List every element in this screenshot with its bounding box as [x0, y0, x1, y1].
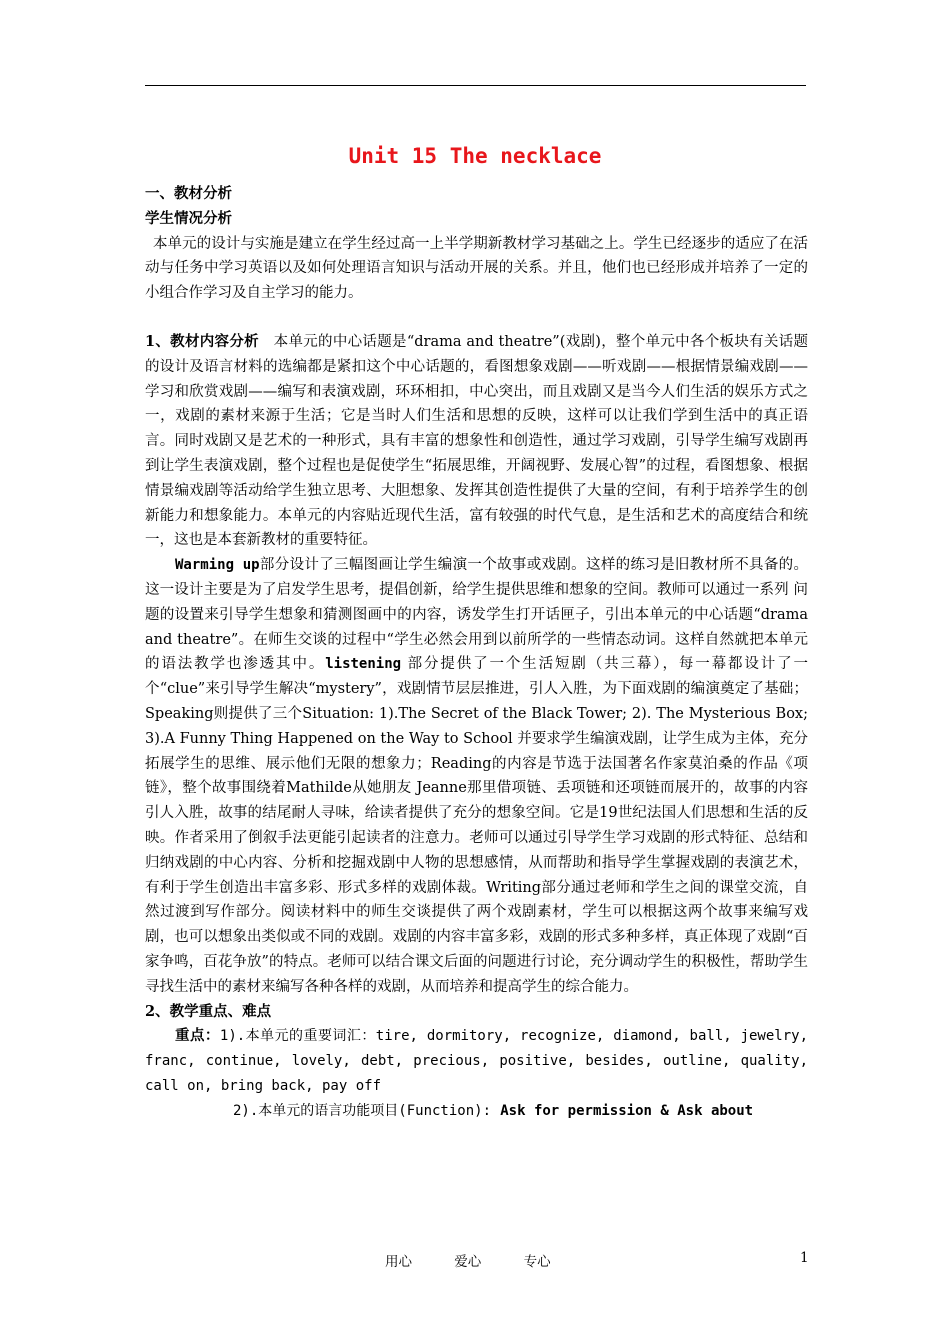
function-value: Ask for permission & Ask about	[500, 1102, 754, 1119]
key-vocabulary-text: 1).本单元的重要词汇：tire, dormitory, recognize, diamond, ball, jewelry, franc, continue, lovely, debt, precious, positive, besides, outline, quality, call on, bring back, pay off	[145, 1028, 808, 1094]
paragraph-key-vocabulary	[145, 1024, 808, 1098]
footer-word-1: 用心	[385, 1254, 412, 1270]
section-heading-key-points: 2、教学重点、难点	[145, 1002, 272, 1020]
page-number: 1	[800, 1250, 809, 1266]
paragraph-warming-up	[145, 553, 808, 999]
subheading-content-analysis: 1、教材内容分析	[145, 332, 259, 350]
key-points-label: 重点：	[175, 1027, 220, 1045]
paragraph-function	[145, 1099, 808, 1124]
footer-word-3: 专心	[523, 1254, 551, 1270]
subheading-student-analysis: 学生情况分析	[145, 209, 232, 227]
warming-up-text: 部分设计了三幅图画让学生编演一个故事或戏剧。这样的练习是旧教材所不具备的。这一设计主要是为了启发学生思考，提倡创新，给学生提供思维和想象的空间。教师可以通过一系列 问题的设置来引导学生想象和猜测图画中的内容，诱发学生打开话匣子，引出本单元的中心话题“drama and theatre”。在师生交谈的过程中“学生必然会用到以前所学的一些情态动词。这样自然就把本单元的语法教学也渗透其中。	[145, 557, 808, 673]
warming-up-label: Warming up	[175, 557, 260, 574]
document-title: Unit 15 The necklace	[348, 144, 602, 168]
content-analysis-text: 本单元的中心话题是“drama and theatre”(戏剧)，整个单元中各个板块有关话题的设计及语言材料的选编都是紧扣这个中心话题的，看图想象戏剧——听戏剧——根据情景编戏剧——学习和欣赏戏剧——编写和表演戏剧，环环相扣，中心突出，而且戏剧又是当今人们生活的娱乐方式之一，戏剧的素材来源于生活；它是当时人们生活和思想的反映，这样可以让我们学到生活中的真正语言。同时戏剧又是艺术的一种形式，具有丰富的想象性和创造性，通过学习戏剧，引导学生编写戏剧再到让学生表演戏剧，整个过程也是促使学生“拓展思维，开阔视野、发展心智”的过程，看图想象、根据情景编戏剧等活动给学生独立思考、大胆想象、发挥其创造性提供了大量的空间，有利于培养学生的创新能力和想象能力。本单元的内容贴近现代生活，富有较强的时代气息，是生活和艺术的高度结合和统一，这也是本套新教材的重要特征。	[145, 333, 809, 549]
footer-word-2: 爱心	[454, 1254, 482, 1270]
section-heading-analysis: 一、教材分析	[145, 185, 232, 202]
paragraph-gap	[145, 306, 808, 330]
header-rule	[145, 85, 806, 86]
function-prefix: 2).本单元的语言功能项目(Function):	[233, 1102, 492, 1119]
page-footer	[385, 1250, 589, 1270]
document-body	[145, 182, 808, 1123]
listening-label: listening	[325, 656, 402, 673]
paragraph-student-analysis: 本单元的设计与实施是建立在学生经过高一上半学期新教材学习基础之上。学生已经逐步的适应了在活动与任务中学习英语以及如何处理语言知识与活动开展的关系。并且，他们也已经形成并培养了一定的小组合作学习及自主学习的能力。	[145, 235, 808, 302]
paragraph-content-analysis	[145, 330, 808, 553]
warming-up-text-continued: 部分提供了一个生活短剧（共三幕），每一幕都设计了一个“clue”来引导学生解决“mystery”，戏剧情节层层推进，引人入胜，为下面戏剧的编演奠定了基础；Speaking则提供了三个Situation: 1).The Secret of the Black Tower; 2). The Mysterious Box; 3).A Funny Thing Happened on the Way to School 并要求学生编演戏剧，让学生成为主体，充分拓展学生的思维、展示他们无限的想象力；Reading的内容是节选于法国著名作家莫泊桑的作品《项链》，整个故事围绕着Mathilde从她朋友 Jeanne那里借项链、丢项链和还项链而展开的，故事的内容引人入胜，故事的结尾耐人寻味，给读者提供了充分的想象空间。它是19世纪法国人们思想和生活的反映。作者采用了倒叙手法更能引起读者的注意力。老师可以通过引导学生学习戏剧的形式特征、总结和归纳戏剧的中心内容、分析和挖掘戏剧中人物的思想感情，从而帮助和指导学生掌握戏剧的表演艺术，有利于学生创造出丰富多彩、形式多样的戏剧体裁。Writing部分通过老师和学生之间的课堂交流，自然过渡到写作部分。阅读材料中的师生交谈提供了两个戏剧素材，学生可以根据这两个故事来编写戏剧，也可以想象出类似或不同的戏剧。戏剧的内容丰富多彩，戏剧的形式多种多样，真正体现了戏剧“百家争鸣，百花争放”的特点。老师可以结合课文后面的问题进行讨论，充分调动学生的积极性，帮助学生寻找生活中的素材来编写各种各样的戏剧，从而培养和提高学生的综合能力。	[145, 656, 809, 995]
